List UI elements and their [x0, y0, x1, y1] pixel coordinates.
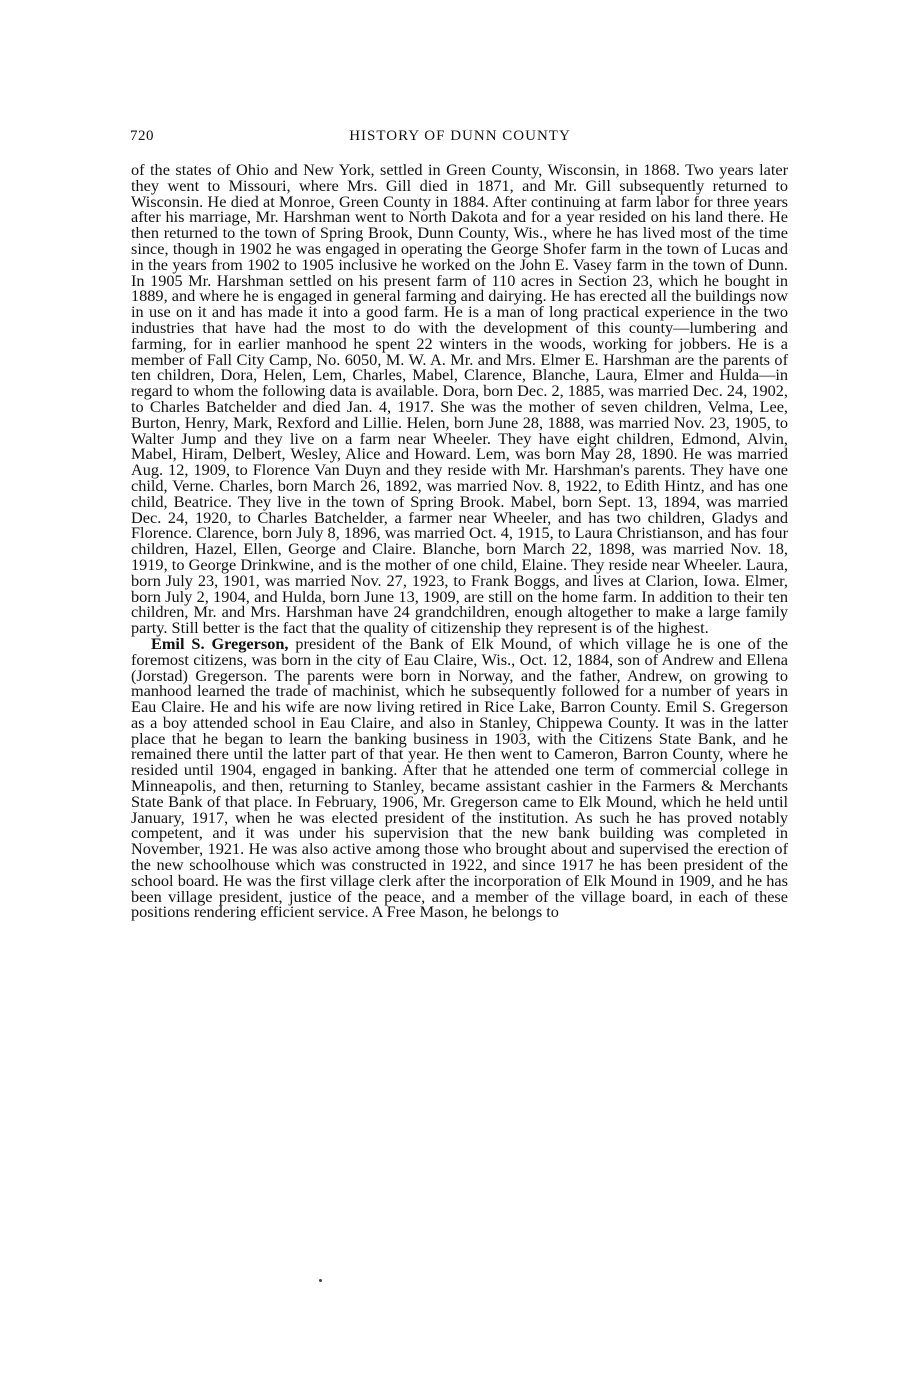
body-text	[131, 162, 788, 920]
paragraph-text: president of the Bank of Elk Mound, of which village he is one of the foremost citizens, was born in the city of Eau Claire, Wis., Oct. 12, 1884, son of Andrew and Ellena (Jorstad) Gregerson. The parents were born in Norway, and the father, Andrew, on growing to manhood learned the trade of machinist, which he subsequently followed for a number of years in Eau Claire. He and his wife are now living retired in Rice Lake, Barron County. Emil S. Gregerson as a boy attended school in Eau Claire, and also in Stanley, Chippewa County. It was in the latter place that he began to learn the banking business in 1903, with the Citizens State Bank, and he remained there until the latter part of that year. He then went to Cameron, Barron County, where he resided until 1904, engaged in banking. After that he attended one term of commercial college in Minneapolis, and then, returning to Stanley, became assistant cashier in the Farmers & Merchants State Bank of that place. In February, 1906, Mr. Gregerson came to Elk Mound, which he held until January, 1917, when he was elected president of the institution. As such he has proved notably competent, and it was under his supervision that the new bank building was completed in November, 1921. He was also active among those who brought about and supervised the erection of the new schoolhouse which was constructed in 1922, and since 1917 he has been president of the school board. He was the first village clerk after the incorporation of Elk Mound in 1909, and he has been village president, justice of the peace, and a member of the village board, in each of these positions rendering efficient service. A Free Mason, he belongs to	[131, 633, 788, 922]
page-number: 720	[130, 128, 154, 144]
paragraph-harshman-continued	[131, 162, 788, 636]
paragraph-text: of the states of Ohio and New York, settled in Green County, Wisconsin, in 1868. Two years later they went to Missouri, where Mrs. Gill died in 1871, and Mr. Gill subsequently returned to Wisconsin. He died at Monroe, Green County in 1884. After continuing at farm labor for three years after his marriage, Mr. Harshman went to North Dakota and for a year resided on his land there. He then returned to the town of Spring Brook, Dunn County, Wis., where he has lived most of the time since, though in 1902 he was engaged in operating the George Shofer farm in the town of Lucas and in the years from 1902 to 1905 inclusive he worked on the John E. Vasey farm in the town of Dunn. In 1905 Mr. Harshman settled on his present farm of 110 acres in Section 23, which he bought in 1889, and where he is engaged in general farming and dairying. He has erected all the buildings now in use on it and has made it into a good farm. He is a man of long practical experience in the two industries that have had the most to do with the development of this county—lumbering and farming, for in earlier manhood he spent 22 winters in the woods, working for jobbers. He is a member of Fall City Camp, No. 6050, M. W. A. Mr. and Mrs. Elmer E. Harshman are the parents of ten children, Dora, Helen, Lem, Charles, Mabel, Clarence, Blanche, Laura, Elmer and Hulda—in regard to whom the following data is available. Dora, born Dec. 2, 1885, was married Dec. 24, 1902, to Charles Batchelder and died Jan. 4, 1917. She was the mother of seven children, Velma, Lee, Burton, Henry, Mark, Rexford and Lillie. Helen, born June 28, 1888, was married Nov. 23, 1905, to Walter Jump and they live on a farm near Wheeler. They have eight children, Edmond, Alvin, Mabel, Hiram, Delbert, Wesley, Alice and Howard. Lem, was born May 28, 1890. He was married Aug. 12, 1909, to Florence Van Duyn and they reside with Mr. Harshman's parents. They have one child, Verne. Charles, born March 26, 1892, was married Nov. 8, 1922, to Edith Hintz, and has one child, Beatrice. They live in the town of Spring Brook. Mabel, born Sept. 13, 1894, was married Dec. 24, 1920, to Charles Batchelder, a farmer near Wheeler, and has two children, Gladys and Florence. Clarence, born July 8, 1896, was married Oct. 4, 1915, to Laura Christianson, and has four children, Hazel, Ellen, George and Claire. Blanche, born March 22, 1898, was married Nov. 18, 1919, to George Drinkwine, and is the mother of one child, Elaine. They reside near Wheeler. Laura, born July 23, 1901, was married Nov. 27, 1923, to Frank Boggs, and lives at Clarion, Iowa. Elmer, born July 2, 1904, and Hulda, born June 13, 1909, are still on the home farm. In addition to their ten children, Mr. and Mrs. Harshman have 24 grandchildren, enough altogether to make a large family party. Still better is the fact that the quality of citizenship they represent is of the highest.	[131, 160, 788, 638]
entry-name: Emil S. Gregerson,	[151, 633, 289, 653]
paragraph-gregerson	[131, 633, 788, 922]
print-speck	[319, 1279, 322, 1282]
running-title: HISTORY OF DUNN COUNTY	[349, 128, 571, 144]
page-header	[130, 128, 790, 150]
